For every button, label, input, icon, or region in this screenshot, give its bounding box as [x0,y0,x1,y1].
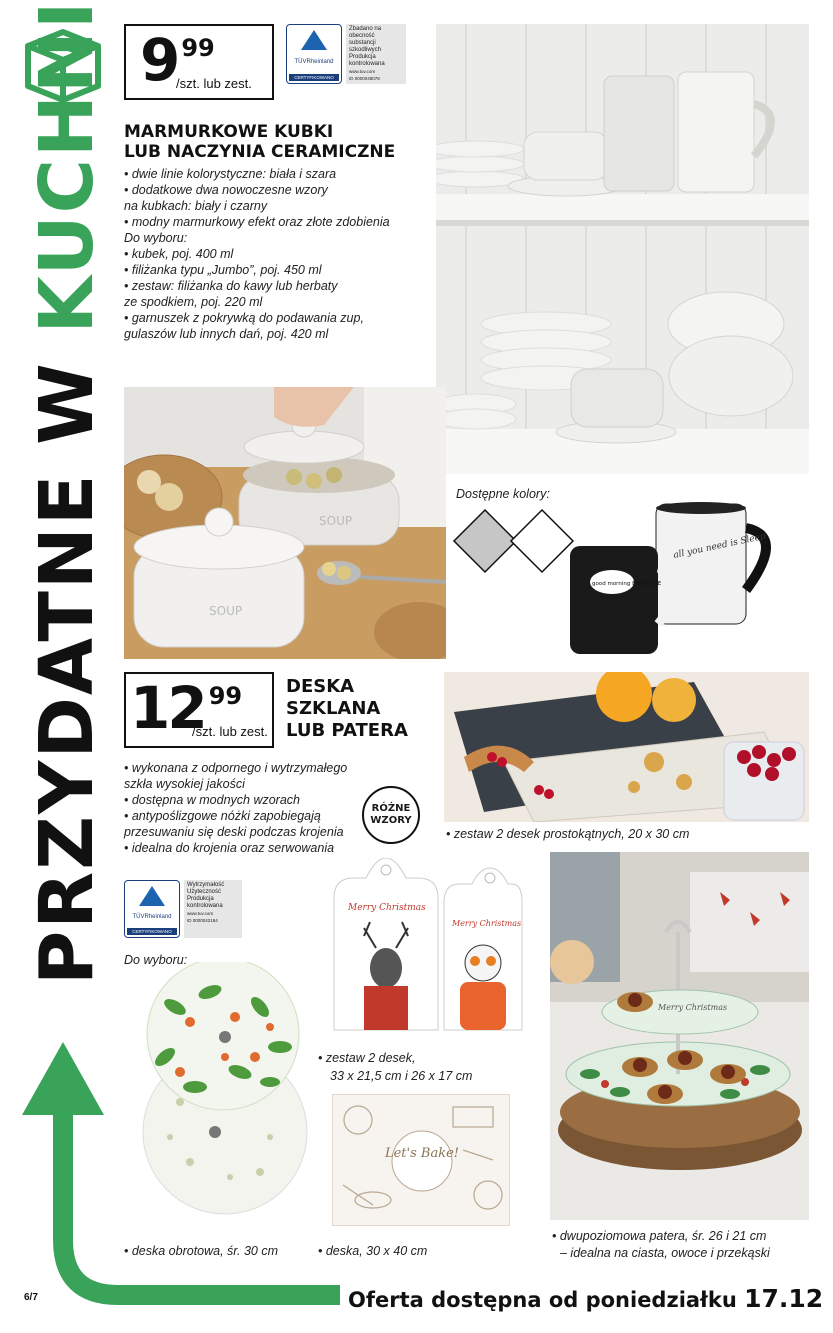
soup-pots-photo [124,387,446,659]
product1-features [124,166,390,342]
product1-title [124,122,395,162]
round-board-caption: • deska obrotowa, śr. 30 cm [124,1244,278,1258]
shelf-mugs-photo [436,24,809,474]
feature-item: na kubkach: biały i czarny [124,199,268,213]
tuv-brand: TÜVRheinland [132,914,172,920]
tuv-bar: CERTYFIKOWANO [289,74,339,81]
feature-item: • garnuszek z pokrywką do podawania zup, [124,311,364,325]
rect-boards-photo [444,672,809,822]
soup-label-back: SOUP [319,514,353,528]
side-banner-word2: KUCHNI [24,0,110,334]
price-integer: 9 [140,26,178,94]
tuv-url: www.tuv.com [187,911,214,916]
tuv-logo [124,880,180,938]
bake-text: Let's Bake! [384,1146,460,1161]
feature-item: • dodatkowe dwa nowoczesne wzory [124,183,328,197]
rect-boards-caption: • zestaw 2 desek prostokątnych, 20 x 30 cm [446,827,690,841]
badge-line1: RÓŻNE [371,803,411,814]
round-boards-photo [120,962,310,1240]
product2-title [286,676,408,742]
offer-footer [348,1284,823,1313]
color-swatches [452,508,576,574]
price-integer: 12 [130,674,205,742]
cake-stand-photo [550,852,809,1220]
do-wyboru-label: Do wyboru: [124,953,188,967]
board-merry-text: Merry Christmas [348,903,426,913]
price-decimal: 99 [208,682,243,710]
tuv-id: ID 0000048078 [349,76,380,81]
product1-title-line2: LUB NACZYNIA CERAMICZNE [124,142,396,162]
side-banner-word1: PRZYDATNE W [24,333,110,985]
offer-text: Oferta dostępna od poniedziałku [348,1288,745,1312]
tuv-triangle-icon [301,30,327,50]
feature-item: • wykonana z odpornego i wytrzymałego [124,761,348,775]
various-patterns-badge [362,786,420,844]
price-box-boards [124,672,274,748]
tuv-line: kontrolowana [349,61,385,67]
feature-item: gulaszów lub innych dań, poj. 420 ml [124,327,329,341]
soup-label-front: SOUP [209,604,243,618]
stand-caption-2: – idealna na ciasta, owoce i przekąski [560,1246,770,1260]
two-boards-caption-2: 33 x 21,5 cm i 26 x 17 cm [330,1069,473,1083]
board-merry-text-2: Merry Christmas [452,919,522,928]
product2-features [124,760,347,856]
page-number: 6/7 [24,1292,38,1303]
tuv-bar: CERTYFIKOWANO [127,928,177,935]
mug-white-text: all you need is Sleep [672,531,767,561]
christmas-boards-photo [326,858,526,1038]
feature-item: ze spodkiem, poj. 220 ml [124,295,263,309]
tuv-url: www.tuv.com [349,69,376,74]
badge-line2: WZORY [370,815,412,826]
tuv-logo [286,24,342,84]
feature-item: • idealna do krojenia oraz serwowania [124,841,335,855]
offer-date: 17.12 [744,1284,824,1313]
feature-item: Do wyboru: [124,231,188,245]
feature-item: • zestaw: filiżanka do kawy lub herbaty [124,279,338,293]
product2-title-line2: SZKLANA [286,698,381,719]
feature-item: • filiżanka typu „Jumbo”, poj. 450 ml [124,263,322,277]
tuv-certificate-2 [124,880,242,938]
tuv-line: Produkcja [349,54,376,60]
stand-text: Merry Christmas [658,1003,728,1012]
tuv-line: Zbadano na obecność [349,26,382,39]
stand-caption-1: • dwupoziomowa patera, śr. 26 i 21 cm [552,1229,767,1243]
two-boards-caption-1: • zestaw 2 desek, [318,1051,416,1065]
feature-item: • modny marmurkowy efekt oraz złote zdobienia [124,215,390,229]
swatch-grey [454,510,516,572]
price-decimal: 99 [181,34,215,62]
bake-board-caption: • deska, 30 x 40 cm [318,1244,428,1258]
product2-title-line3: LUB PATERA [286,720,408,741]
feature-item: przesuwaniu się deski podczas krojenia [124,825,344,839]
tuv-id: ID 0000042184 [187,918,218,923]
feature-item: • dostępna w modnych wzorach [124,793,300,807]
side-banner-title [22,0,112,985]
swatch-white [511,510,573,572]
black-white-mugs-photo [566,500,782,660]
tuv-certificate [286,24,406,84]
mug-black-text: good morning EVERYONE [592,581,662,587]
price-unit: /szt. lub zest. [192,724,268,739]
price-box-mugs [124,24,274,100]
lets-bake-board-photo [332,1094,510,1226]
tuv-line: Wytrzymałość [187,882,225,888]
tuv-info [184,880,242,938]
tuv-line: Użyteczność [187,889,222,895]
colors-label: Dostępne kolory: [456,487,550,501]
feature-item: • kubek, poj. 400 ml [124,247,234,261]
feature-item: szkła wysokiej jakości [124,777,245,791]
tuv-triangle-icon [139,886,165,906]
product1-title-line1: MARMURKOWE KUBKI [124,122,334,142]
product2-title-line1: DESKA [286,676,355,697]
tuv-line: substancji szkodliwych [349,40,382,53]
price-unit: /szt. lub zest. [176,76,252,91]
tuv-info [346,24,406,84]
feature-item: • antypoślizgowe nóżki zapobiegają [124,809,321,823]
feature-item: • dwie linie kolorystyczne: biała i szara [124,167,337,181]
tuv-brand: TÜVRheinland [294,59,334,65]
tuv-line: Produkcja [187,896,214,902]
tuv-line: kontrolowana [187,903,223,909]
